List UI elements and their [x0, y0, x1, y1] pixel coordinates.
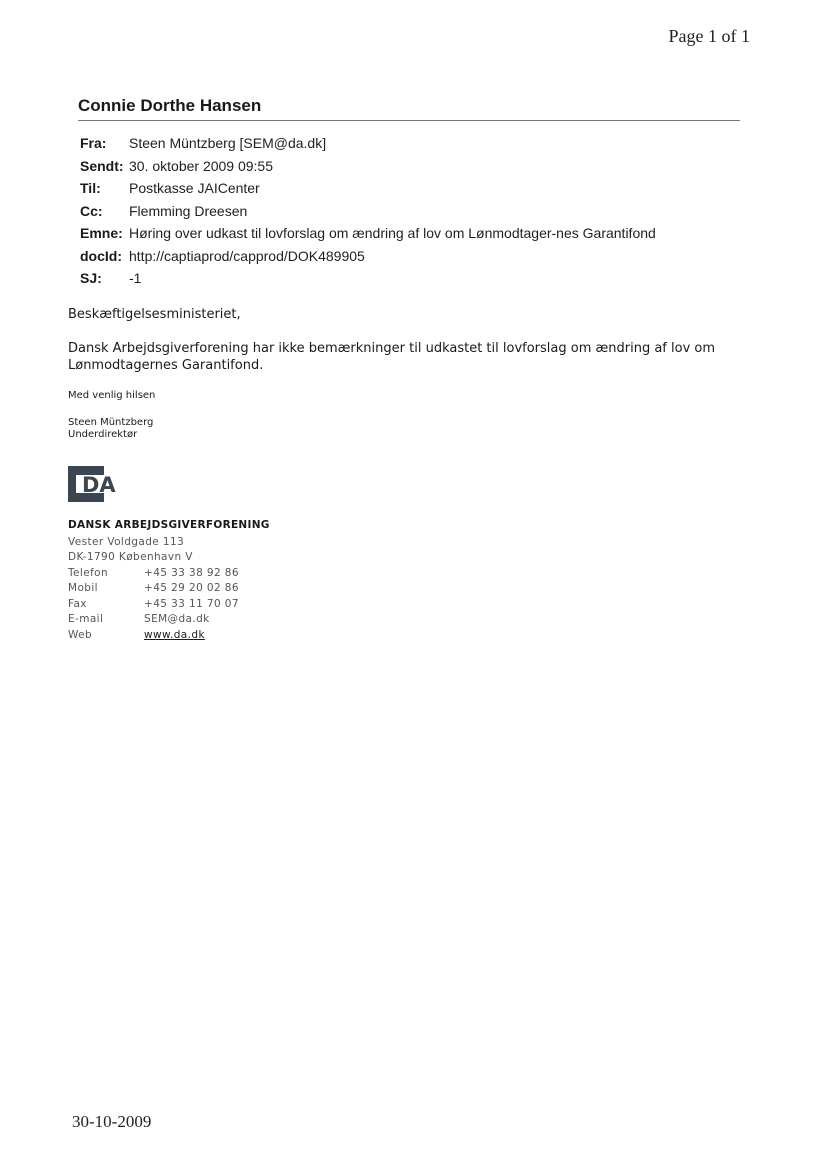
signature-name: Steen Müntzberg: [68, 417, 154, 428]
contact-label-email: E-mail: [68, 613, 104, 625]
meta-row-cc: [80, 200, 656, 223]
contact-label-phone: Telefon: [68, 566, 109, 579]
contact-value-mobile: +45 29 20 02 86: [144, 582, 239, 594]
meta-row-sj: [80, 267, 656, 290]
contact-row-web: [68, 628, 239, 644]
email-header-fields: [80, 132, 656, 290]
meta-row-to: [80, 177, 656, 200]
contact-row-phone: [68, 566, 239, 582]
header-divider: [78, 120, 740, 121]
meta-value-from: Steen Müntzberg [SEM@da.dk]: [129, 135, 327, 152]
organization-name: DANSK ARBEJDSGIVERFORENING: [68, 519, 270, 531]
contact-row-email: [68, 612, 239, 628]
organization-address-city: DK-1790 København V: [68, 551, 193, 563]
meta-key-from: Fra:: [80, 135, 107, 152]
contact-label-mobile: Mobil: [68, 582, 98, 594]
contact-label-fax: Fax: [68, 597, 87, 610]
website-link[interactable]: www.da.dk: [144, 628, 205, 641]
logo-text: DA: [82, 473, 116, 497]
contact-value-web: [144, 628, 239, 644]
contact-value-email: SEM@da.dk: [144, 613, 210, 625]
meta-key-sent: Sendt:: [80, 157, 124, 174]
contact-value-fax: +45 33 11 70 07: [144, 597, 239, 610]
da-logo-icon: [68, 466, 134, 502]
organization-contact-block: [68, 519, 270, 643]
contact-details: [68, 566, 239, 644]
meta-key-sj: SJ:: [80, 270, 102, 287]
signature-title: Underdirektør: [68, 429, 138, 440]
meta-value-sj: -1: [129, 270, 142, 287]
meta-value-sent: 30. oktober 2009 09:55: [129, 157, 274, 174]
meta-value-docid: http://captiaprod/capprod/DOK489905: [129, 247, 365, 264]
meta-row-docid: [80, 245, 656, 268]
meta-key-docid: docId:: [80, 247, 122, 264]
meta-value-cc: Flemming Dreesen: [129, 202, 248, 219]
meta-value-to: Postkasse JAICenter: [129, 180, 260, 197]
email-greeting: Beskæftigelsesministeriet,: [68, 307, 241, 322]
meta-value-subject: Høring over udkast til lovforslag om ændring af lov om Lønmodtager-nes Garantifond: [129, 225, 656, 242]
contact-row-mobile: [68, 581, 239, 597]
meta-key-subject: Emne:: [80, 225, 123, 242]
contact-value-phone: +45 33 38 92 86: [144, 566, 239, 579]
mailbox-owner-name: Connie Dorthe Hansen: [78, 96, 262, 115]
meta-row-from: [80, 132, 656, 155]
organization-address-street: Vester Voldgade 113: [68, 535, 185, 548]
email-closing: Med venlig hilsen: [68, 390, 156, 401]
page-date-footer: 30-10-2009: [72, 1112, 152, 1131]
meta-row-sent: [80, 155, 656, 178]
email-body-paragraph: Dansk Arbejdsgiverforening har ikke bemærkninger til udkastet til lovforslag om ændring af lov om Lønmodtagernes Garantifond.: [68, 341, 716, 373]
meta-key-to: Til:: [80, 180, 101, 197]
meta-key-cc: Cc:: [80, 202, 103, 219]
meta-row-subject: [80, 222, 656, 245]
contact-row-fax: [68, 597, 239, 613]
contact-label-web: Web: [68, 628, 93, 641]
page-number-header: Page 1 of 1: [668, 26, 750, 46]
